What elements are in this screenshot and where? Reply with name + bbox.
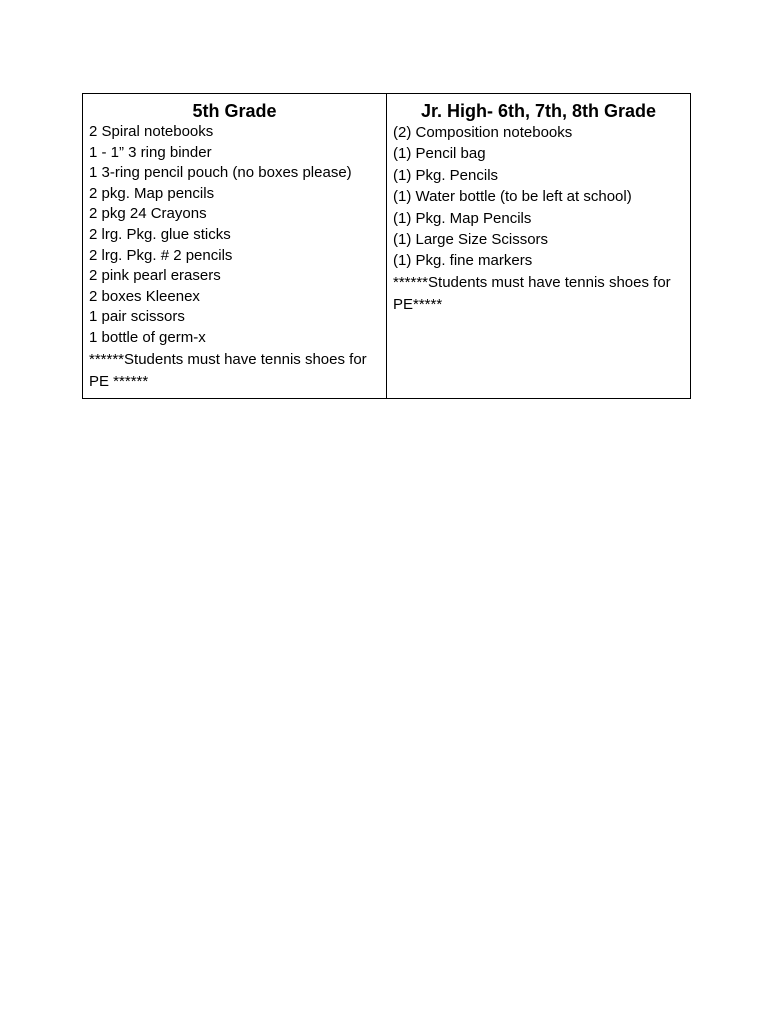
jr-high-list [393,122,690,272]
list-item: (1) Pencil bag [393,145,486,163]
fifth-grade-list [89,122,386,349]
list-item: 2 lrg. Pkg. # 2 pencils [89,246,233,264]
list-item: 1 - 1” 3 ring binder [89,143,212,161]
jr-high-column [387,94,690,398]
list-item: 1 bottle of germ-x [89,328,206,346]
list-item: (2) Composition notebooks [393,124,573,141]
list-item: 2 Spiral notebooks [89,123,214,140]
list-item: (1) Large Size Scissors [393,231,549,249]
list-item: (1) Water bottle (to be left at school) [393,188,632,206]
fifth-grade-column [83,94,387,398]
list-item: 2 boxes Kleenex [89,287,200,305]
tennis-shoes-note: ******Students must have tennis shoes for PE***** [393,273,671,313]
list-item: 2 pkg. Map pencils [89,184,215,202]
supply-list-table [82,93,691,399]
fifth-grade-title: 5th Grade [192,101,277,121]
list-item: 2 lrg. Pkg. glue sticks [89,225,231,243]
list-item: (1) Pkg. fine markers [393,252,533,270]
list-item: 2 pink pearl erasers [89,267,221,285]
list-item: (1) Pkg. Map Pencils [393,209,532,227]
list-item: 1 pair scissors [89,308,185,326]
jr-high-title: Jr. High- 6th, 7th, 8th Grade [420,101,657,121]
list-item: 2 pkg 24 Crayons [89,205,207,223]
tennis-shoes-note: ******Students must have tennis shoes for PE ****** [89,350,367,390]
list-item: 1 3-ring pencil pouch (no boxes please) [89,164,352,182]
list-item: (1) Pkg. Pencils [393,166,499,184]
